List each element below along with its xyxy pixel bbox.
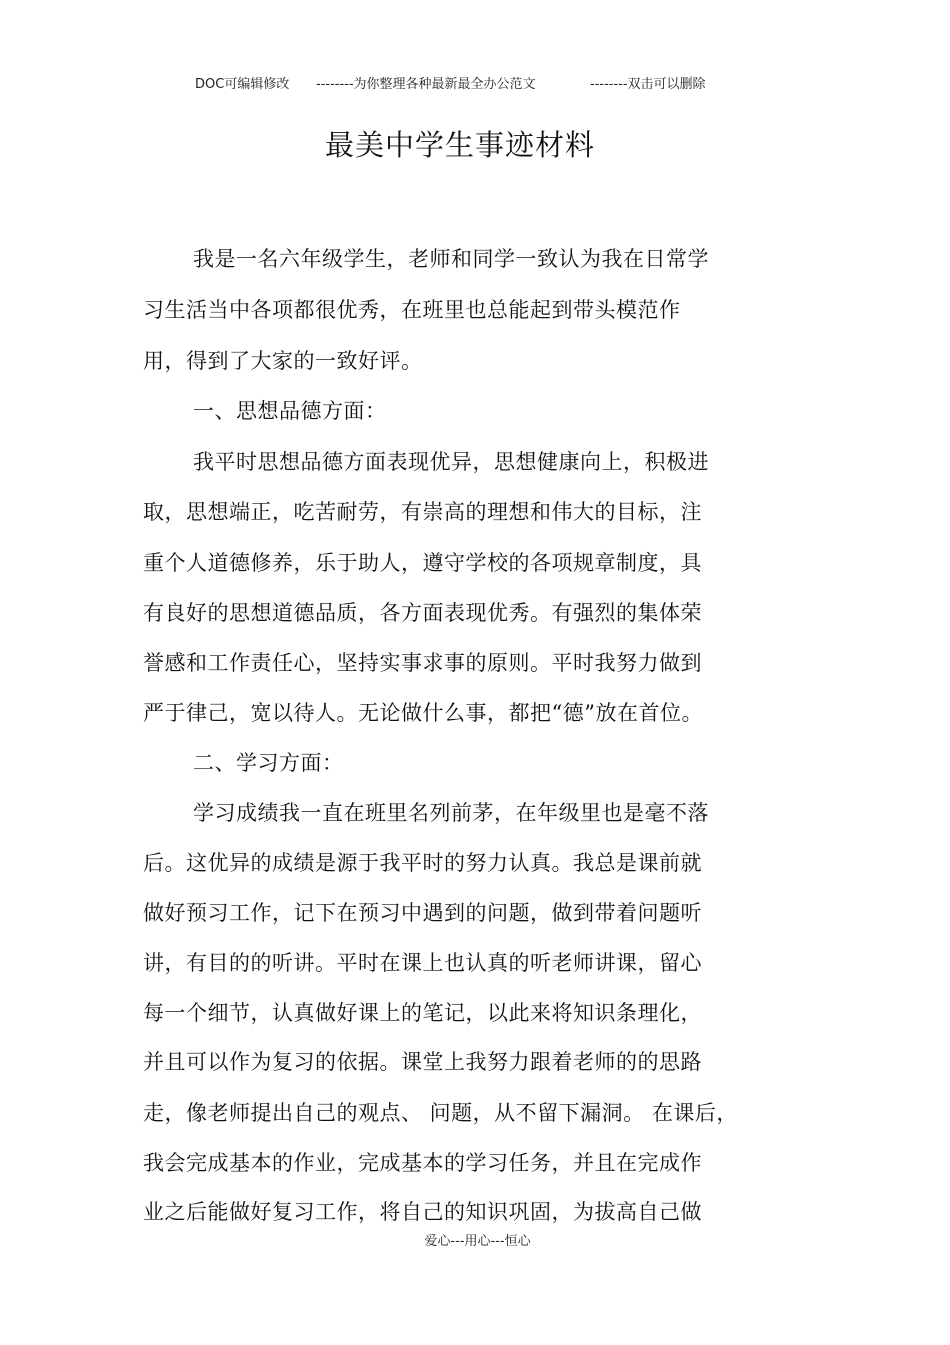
- paragraph-line: 业之后能做好复习工作，将自己的知识巩固，为拔高自己做: [143, 1200, 702, 1224]
- paragraph-line: 走，像老师提出自己的观点、 问题，从不留下漏洞。 在课后，: [143, 1101, 738, 1125]
- paragraph-line: 严于律己，宽以待人。无论做什么事，都把“德”放在首位。: [143, 701, 703, 725]
- paragraph-line: 取，思想端正，吃苦耐劳，有崇高的理想和伟大的目标，注: [143, 500, 702, 524]
- paragraph-line: 后。这优异的成绩是源于我平时的努力认真。我总是课前就: [143, 851, 702, 875]
- paragraph-line: 我平时思想品德方面表现优异，思想健康向上，积极进: [193, 450, 709, 474]
- paragraph-line: 用，得到了大家的一致好评。: [143, 349, 423, 373]
- page-header: [0, 73, 950, 93]
- section-heading: 二、学习方面：: [193, 751, 344, 775]
- section-heading: 一、思想品德方面：: [193, 399, 387, 423]
- paragraph-line: 讲，有目的的听讲。平时在课上也认真的听老师讲课，留心: [143, 951, 702, 975]
- paragraph-line: 有良好的思想道德品质，各方面表现优秀。有强烈的集体荣: [143, 601, 702, 625]
- paragraph-line: 我是一名六年级学生，老师和同学一致认为我在日常学: [193, 247, 709, 271]
- paragraph-line: 每一个细节，认真做好课上的笔记，以此来将知识条理化，: [143, 1001, 702, 1025]
- header-doc-label: DOC可编辑修改: [195, 77, 290, 92]
- document-title: 最美中学生事迹材料: [324, 128, 595, 162]
- header-middle-text: --------为你整理各种最新最全办公范文: [316, 77, 536, 92]
- paragraph-line: 誉感和工作责任心，坚持实事求事的原则。平时我努力做到: [143, 651, 702, 675]
- page-footer: 爱心---用心---恒心: [424, 1234, 531, 1249]
- paragraph-line: 习生活当中各项都很优秀，在班里也总能起到带头模范作: [143, 298, 681, 322]
- header-right-text: --------双击可以删除: [590, 77, 706, 92]
- paragraph-line: 并且可以作为复习的依据。课堂上我努力跟着老师的的思路: [143, 1050, 702, 1074]
- paragraph-line: 重个人道德修养，乐于助人，遵守学校的各项规章制度，具: [143, 551, 702, 575]
- paragraph-line: 做好预习工作，记下在预习中遇到的问题，做到带着问题听: [143, 901, 702, 925]
- paragraph-line: 学习成绩我一直在班里名列前茅，在年级里也是毫不落: [193, 801, 709, 825]
- paragraph-line: 我会完成基本的作业，完成基本的学习任务，并且在完成作: [143, 1151, 702, 1175]
